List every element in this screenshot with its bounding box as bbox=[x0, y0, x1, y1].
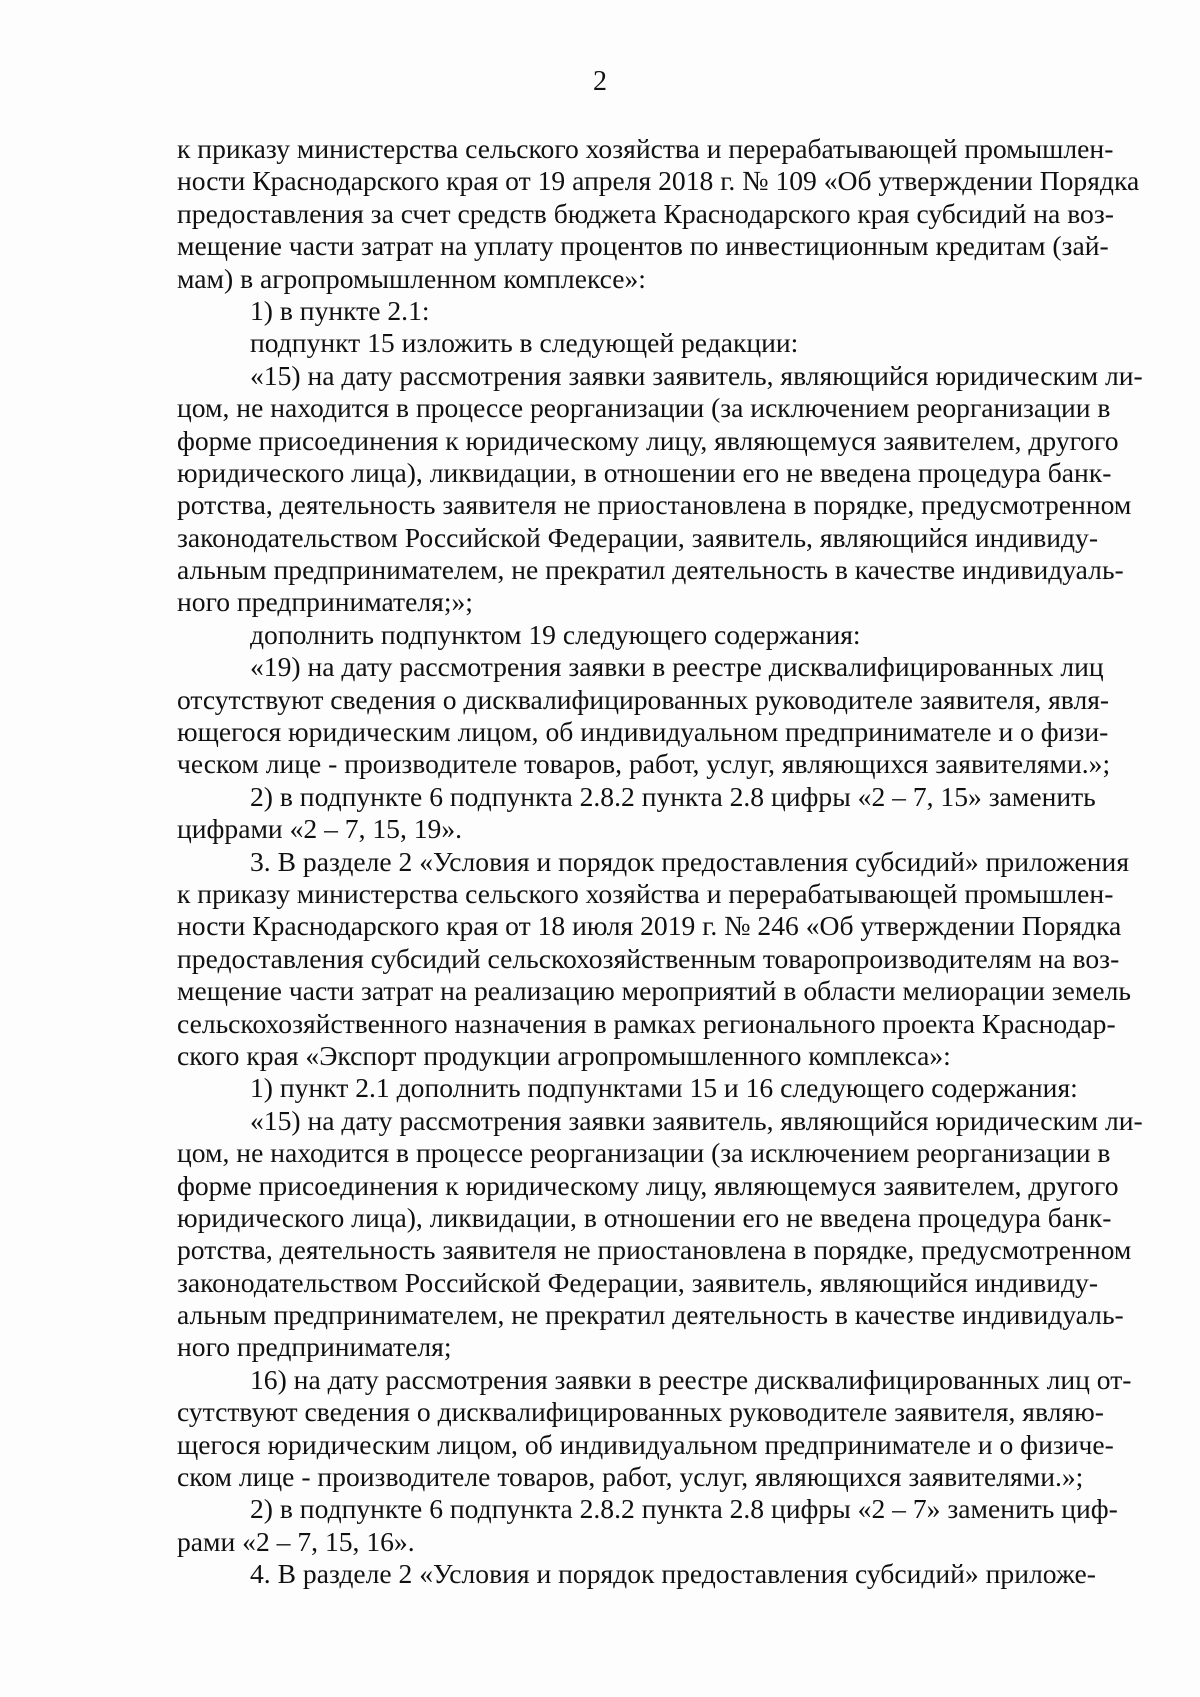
text-line: «15) на дату рассмотрения заявки заявитель, являющийся юридическим ли- bbox=[250, 359, 1143, 391]
text-line: альным предпринимателем, не прекратил деятельность в качестве индивидуаль- bbox=[177, 554, 1124, 586]
text-line: альным предпринимателем, не прекратил деятельность в качестве индивидуаль- bbox=[177, 1299, 1124, 1331]
text-line: ском лице - производителе товаров, работ, услуг, являющихся заявителями.»; bbox=[177, 1461, 1084, 1493]
text-line: 3. В разделе 2 «Условия и порядок предоставления субсидий» приложения bbox=[250, 845, 1130, 877]
text-line: 1) пункт 2.1 дополнить подпунктами 15 и 16 следующего содержания: bbox=[250, 1072, 1078, 1104]
text-line: ротства, деятельность заявителя не приостановлена в порядке, предусмотренном bbox=[177, 489, 1132, 521]
text-line: юридического лица), ликвидации, в отношении его не введена процедура банк- bbox=[177, 1201, 1112, 1233]
text-line: отсутствуют сведения о дисквалифицированных руководителе заявителя, явля- bbox=[177, 683, 1110, 715]
document-body bbox=[177, 133, 1143, 1591]
text-line: «15) на дату рассмотрения заявки заявитель, являющийся юридическим ли- bbox=[250, 1104, 1143, 1136]
text-line: ского края «Экспорт продукции агропромышленного комплекса»: bbox=[177, 1039, 951, 1071]
text-line: юридического лица), ликвидации, в отношении его не введена процедура банк- bbox=[177, 456, 1112, 488]
text-line: мам) в агропромышленном комплексе»: bbox=[177, 262, 646, 294]
text-line: 2) в подпункте 6 подпункта 2.8.2 пункта 2.8 цифры «2 – 7, 15» заменить bbox=[250, 780, 1096, 812]
text-line: «19) на дату рассмотрения заявки в реестре дисквалифицированных лиц bbox=[250, 651, 1104, 683]
text-line: предоставления субсидий сельскохозяйственным товаропроизводителям на воз- bbox=[177, 942, 1120, 974]
text-line: подпункт 15 изложить в следующей редакции: bbox=[250, 327, 799, 359]
text-line: мещение части затрат на реализацию мероприятий в области мелиорации земель bbox=[177, 975, 1131, 1007]
text-line: ности Краснодарского края от 18 июля 2019 г. № 246 «Об утверждении Порядка bbox=[177, 910, 1122, 942]
text-line: щегося юридическим лицом, об индивидуальном предпринимателе и о физиче- bbox=[177, 1428, 1114, 1460]
text-line: законодательством Российской Федерации, заявитель, являющийся индивиду- bbox=[177, 1266, 1099, 1298]
text-line: к приказу министерства сельского хозяйства и перерабатывающей промышлен- bbox=[177, 133, 1114, 164]
text-line: цом, не находится в процессе реорганизации (за исключением реорганизации в bbox=[177, 392, 1111, 424]
text-line: ющегося юридическим лицом, об индивидуальном предпринимателе и о физи- bbox=[177, 716, 1109, 748]
text-line: 2) в подпункте 6 подпункта 2.8.2 пункта 2.8 цифры «2 – 7» заменить циф- bbox=[250, 1493, 1118, 1525]
text-line: форме присоединения к юридическому лицу, являющемуся заявителем, другого bbox=[177, 1169, 1119, 1201]
text-line: ротства, деятельность заявителя не приостановлена в порядке, предусмотренном bbox=[177, 1234, 1132, 1266]
text-line: цом, не находится в процессе реорганизации (за исключением реорганизации в bbox=[177, 1137, 1111, 1169]
page-number: 2 bbox=[593, 66, 607, 97]
text-line: законодательством Российской Федерации, заявитель, являющийся индивиду- bbox=[177, 521, 1099, 553]
text-line: дополнить подпунктом 19 следующего содержания: bbox=[250, 618, 861, 650]
text-line: сутствуют сведения о дисквалифицированных руководителе заявителя, являю- bbox=[177, 1396, 1104, 1428]
text-line: 4. В разделе 2 «Условия и порядок предоставления субсидий» приложе- bbox=[250, 1558, 1096, 1590]
text-line: 16) на дату рассмотрения заявки в реестре дисквалифицированных лиц от- bbox=[250, 1363, 1132, 1395]
text-line: ческом лице - производителе товаров, работ, услуг, являющихся заявителями.»; bbox=[177, 748, 1111, 780]
text-line: рами «2 – 7, 15, 16». bbox=[177, 1525, 415, 1557]
text-line: цифрами «2 – 7, 15, 19». bbox=[177, 813, 463, 845]
text-line: предоставления за счет средств бюджета Краснодарского края субсидий на воз- bbox=[177, 197, 1114, 229]
text-line: мещение части затрат на уплату процентов по инвестиционным кредитам (зай- bbox=[177, 230, 1109, 262]
text-line: ности Краснодарского края от 19 апреля 2018 г. № 109 «Об утверждении Порядка bbox=[177, 165, 1140, 197]
text-line: к приказу министерства сельского хозяйства и перерабатывающей промышлен- bbox=[177, 877, 1114, 909]
text-line: ного предпринимателя;»; bbox=[177, 586, 473, 618]
text-line: форме присоединения к юридическому лицу, являющемуся заявителем, другого bbox=[177, 424, 1119, 456]
text-line: сельскохозяйственного назначения в рамках регионального проекта Краснодар- bbox=[177, 1007, 1116, 1039]
text-line: ного предпринимателя; bbox=[177, 1331, 452, 1363]
text-line: 1) в пункте 2.1: bbox=[250, 294, 430, 326]
